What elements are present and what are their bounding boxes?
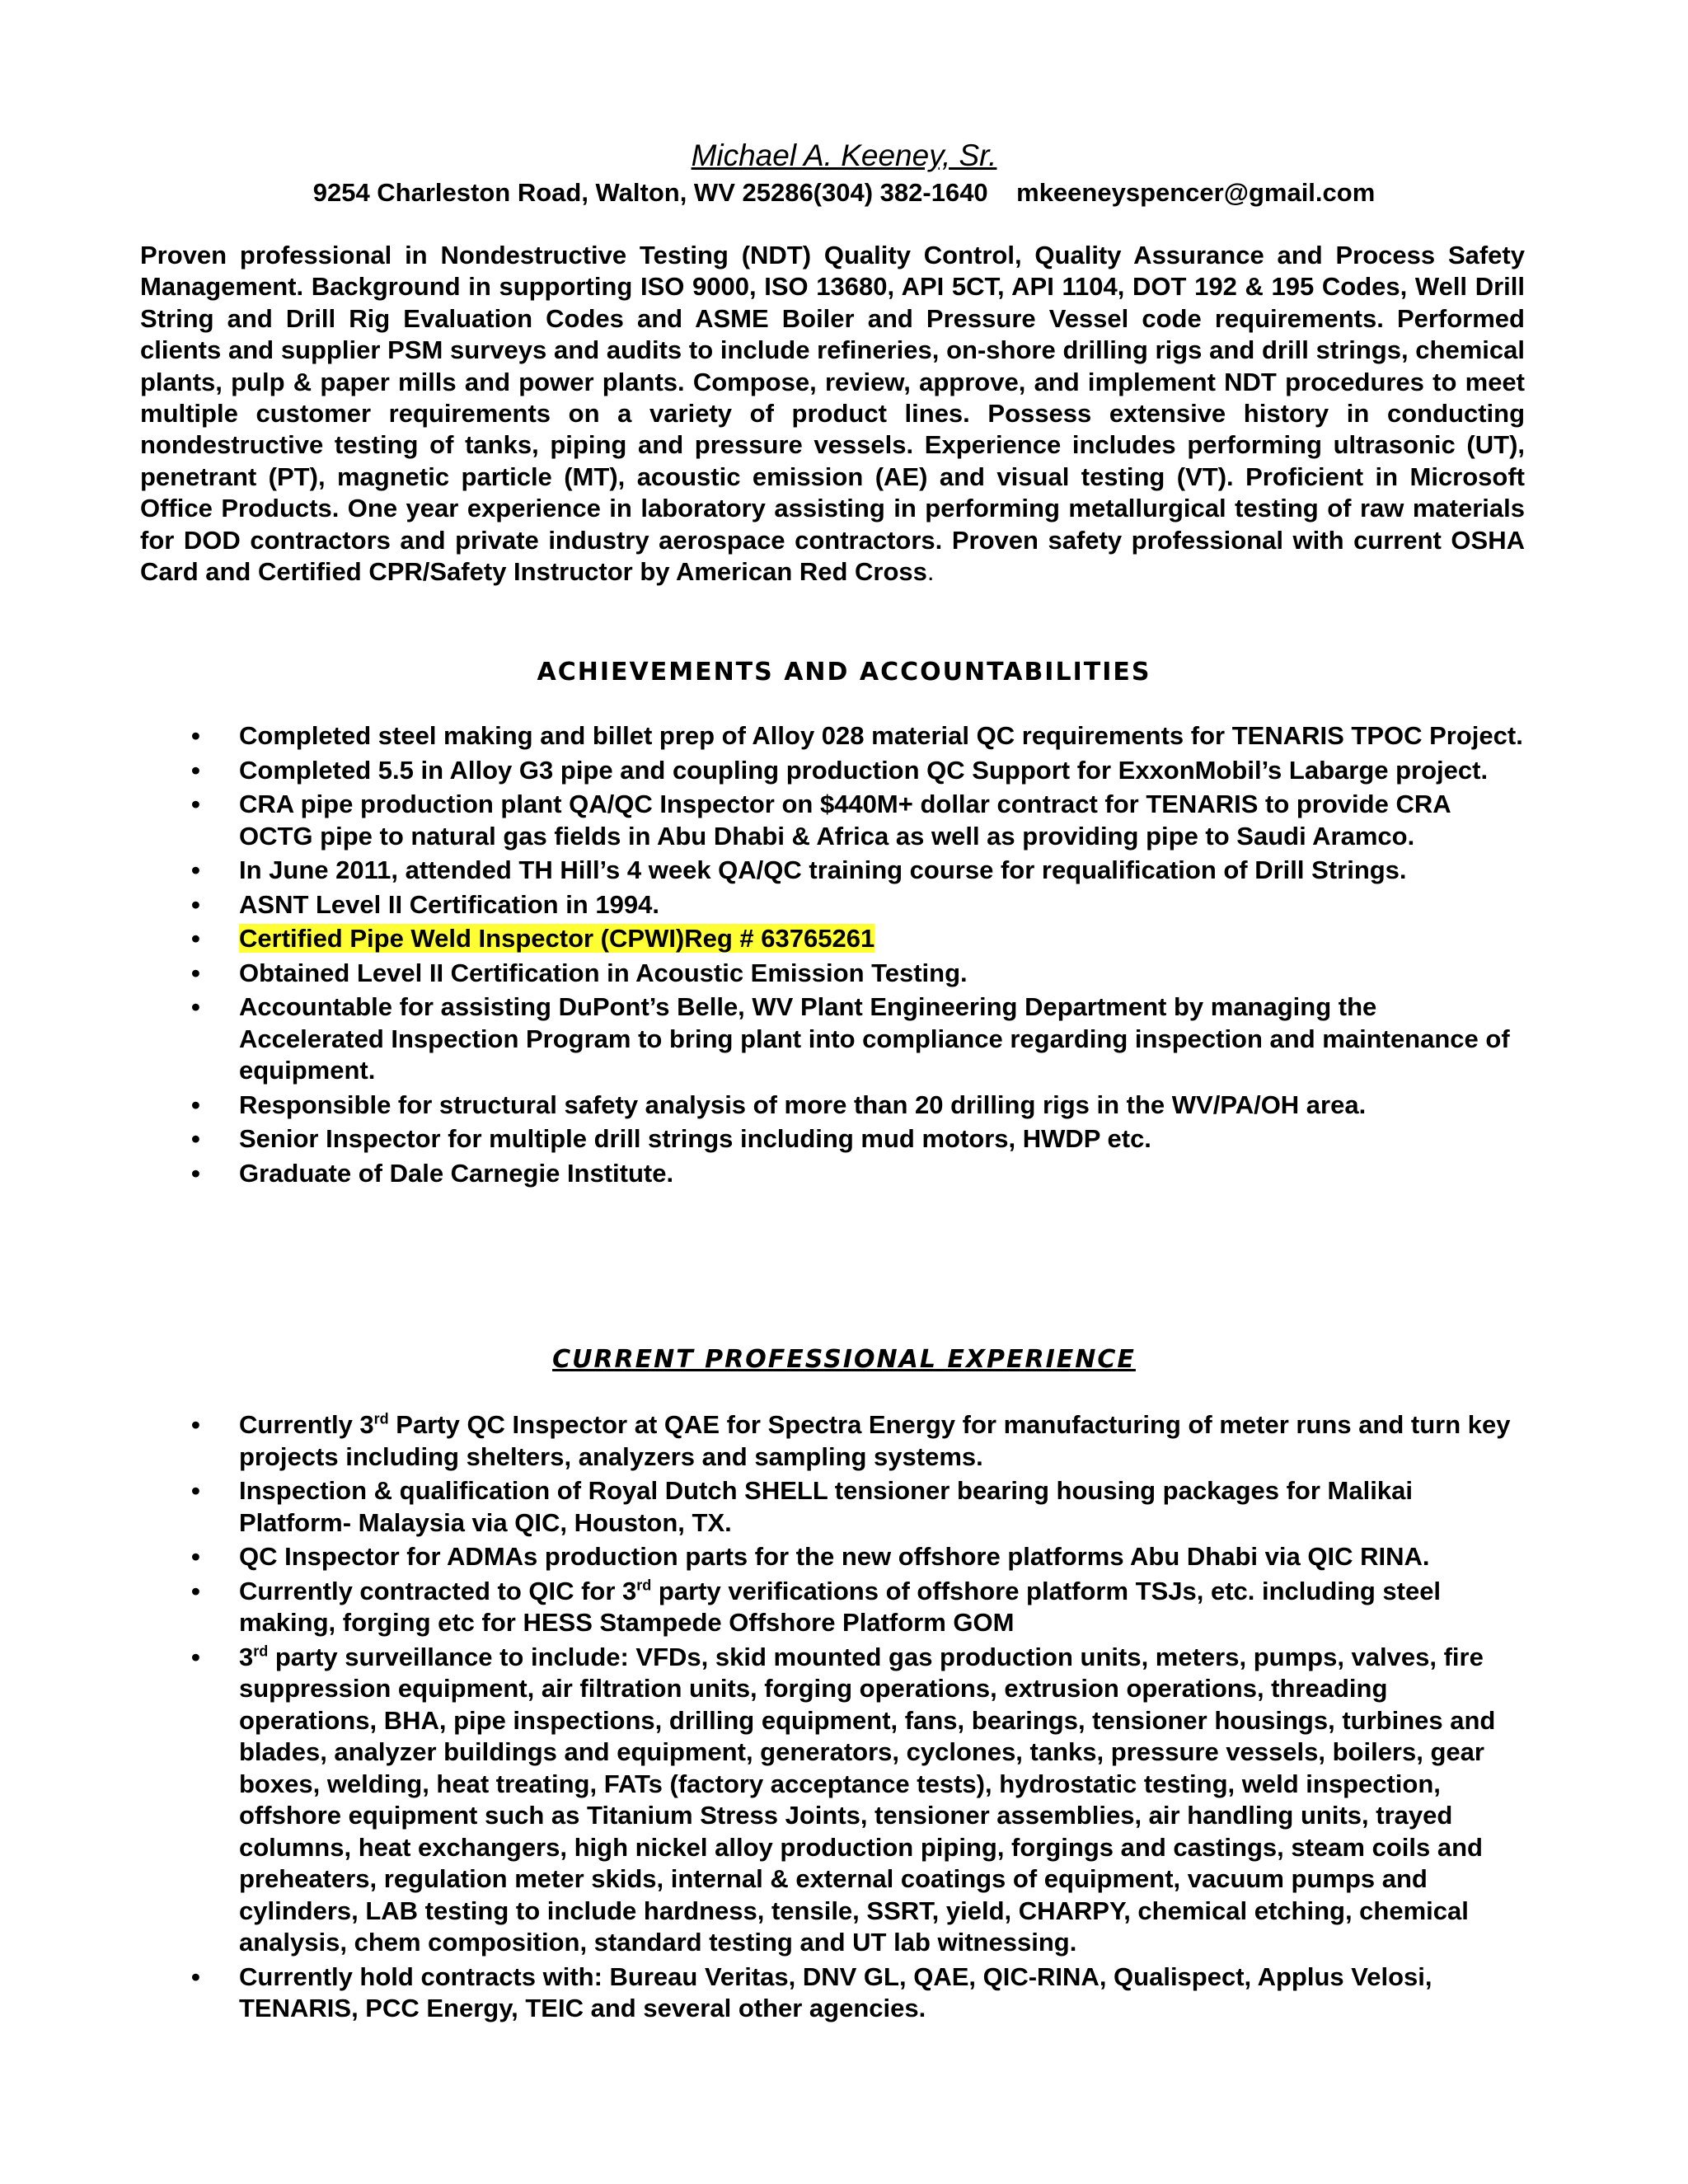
ordinal-suffix: rd	[253, 1643, 269, 1660]
achievement-text: In June 2011, attended TH Hill’s 4 week QA/QC training course for requalification of Drill Strings.	[239, 855, 1407, 884]
bullet-icon: •	[191, 790, 200, 818]
bullet-icon: •	[191, 1961, 200, 1991]
experience-text-end: party verifications of offshore platform TSJs, etc. including steel making, forging etc for HESS Stampede Offshore Platform GOM	[239, 1576, 1442, 1637]
bullet-icon: •	[191, 958, 200, 987]
bullet-icon: •	[191, 924, 200, 953]
list-item	[0, 1642, 1525, 1959]
achievement-text: Completed 5.5 in Alloy G3 pipe and coupling production QC Support for ExxonMobil’s Labarge project.	[239, 755, 1489, 785]
list-item	[0, 991, 1525, 1087]
achievement-text: CRA pipe production plant QA/QC Inspector on $440M+ dollar contract for TENARIS to provide CRA OCTG pipe to natural gas fields in Abu Dhabi & Africa as well as providing pipe to Saudi Aramco.	[239, 790, 1451, 851]
achievement-text: ASNT Level II Certification in 1994.	[239, 889, 659, 919]
list-item	[0, 1158, 1525, 1190]
bullet-icon: •	[191, 1542, 200, 1571]
list-item	[0, 1123, 1525, 1155]
summary-text: Proven professional in Nondestructive Testing (NDT) Quality Control, Quality Assurance and Process Safety Management. Background in supporting ISO 9000, ISO 13680, API 5CT, API 1104, DOT 192 & 195 Codes, Well Drill String and Drill Rig Evaluation Codes and ASME Boiler and Pressure Vessel code requirements. Performed clients and supplier PSM surveys and audits to include refineries, on-shore drilling rigs and drill strings, chemical plants, pulp & paper mills and power plants. Compose, review, approve, and implement NDT procedures to meet multiple customer requirements on a variety of product lines. Possess extensive history in conducting nondestructive testing of tanks, piping and pressure vessels. Experience includes performing ultrasonic (UT), penetrant (PT), magnetic particle (MT), acoustic emission (AE) and visual testing (VT). Proficient in Microsoft Office Products. One year experience in laboratory assisting in performing metallurgical testing of raw materials for DOD contractors and private industry aerospace contractors. Proven safety professional with current OSHA Card and Certified CPR/Safety Instructor by American Red Cross	[140, 241, 1525, 587]
candidate-name: Michael A. Keeney, Sr.	[691, 138, 997, 172]
achievement-text: Obtained Level II Certification in Acoustic Emission Testing.	[239, 958, 968, 987]
bullet-icon: •	[191, 1410, 200, 1439]
experience-text-start: QC Inspector for ADMAs production parts for the new offshore platforms Abu Dhabi via QIC RINA.	[239, 1542, 1430, 1571]
bullet-icon: •	[191, 1476, 200, 1505]
list-item	[0, 1475, 1525, 1539]
experience-text-start: Currently 3	[239, 1410, 374, 1439]
experience-text-end: party surveillance to include: VFDs, skid mounted gas production units, meters, pumps, valves, fire suppression equipment, air filtration units, forging operations, extrusion operations, threading operations, BHA, pipe inspections, drilling equipment, fans, bearings, tensioner housings, turbines and blades, analyzer buildings and equipment, generators, cyclones, tanks, pressure vessels, boilers, gear boxes, welding, heat treating, FATs (factory acceptance tests), hydrostatic testing, weld inspection, offshore equipment such as Titanium Stress Joints, tensioner assemblies, air handling units, trayed columns, heat exchangers, high nickel alloy production piping, forgings and castings, steam coils and preheaters, regulation meter skids, internal & external coatings of equipment, vacuum pumps and cylinders, LAB testing to include hardness, tensile, SSRT, yield, CHARPY, chemical etching, chemical analysis, chem composition, standard testing and UT lab witnessing.	[239, 1642, 1496, 1957]
experience-text-start: Currently contracted to QIC for 3	[239, 1576, 637, 1605]
achievements-list	[0, 720, 1525, 1192]
experience-text-end: Party QC Inspector at QAE for Spectra Energy for manufacturing of meter runs and turn key projects including shelters, analyzers and sampling systems.	[239, 1410, 1511, 1471]
list-item	[0, 1090, 1525, 1122]
bullet-icon: •	[191, 1158, 200, 1188]
list-item	[0, 1541, 1525, 1573]
list-item	[0, 720, 1525, 752]
list-item	[0, 755, 1525, 787]
highlighted-achievement-text: Certified Pipe Weld Inspector (CPWI)Reg # 63765261	[239, 924, 875, 953]
list-item	[0, 789, 1525, 852]
contact-line: 9254 Charleston Road, Walton, WV 25286(304) 382-1640 mkeeneyspencer@gmail.com	[312, 178, 1376, 207]
experience-text-start: Inspection & qualification of Royal Dutch SHELL tensioner bearing housing packages for Malikai Platform- Malaysia via QIC, Houston, TX.	[239, 1476, 1413, 1537]
bullet-icon: •	[191, 1090, 200, 1119]
summary-tail: .	[926, 557, 935, 587]
bullet-icon: •	[191, 1642, 200, 1671]
list-item	[0, 1409, 1525, 1473]
bullet-icon: •	[191, 721, 200, 750]
achievement-text: Completed steel making and billet prep of Alloy 028 material QC requirements for TENARIS TPOC Project.	[239, 721, 1523, 750]
list-item	[0, 923, 1525, 955]
list-item	[0, 958, 1525, 990]
bullet-icon: •	[191, 755, 200, 785]
list-item	[0, 1576, 1525, 1639]
ordinal-suffix: rd	[636, 1577, 652, 1594]
professional-summary	[140, 240, 1525, 588]
experience-heading: CURRENT PROFESSIONAL EXPERIENCE	[552, 1345, 1136, 1374]
bullet-icon: •	[191, 992, 200, 1021]
achievements-heading: ACHIEVEMENTS AND ACCOUNTABILITIES	[537, 658, 1151, 687]
experience-text-start: 3	[239, 1642, 254, 1671]
achievement-text: Accountable for assisting DuPont’s Belle, WV Plant Engineering Department by managing the Accelerated Inspection Program to bring plant into compliance regarding inspection and maintenance of equipment.	[239, 992, 1510, 1085]
experience-list	[0, 1409, 1525, 2027]
list-item	[0, 889, 1525, 921]
list-item	[0, 1961, 1525, 2025]
list-item	[0, 855, 1525, 887]
achievement-text: Graduate of Dale Carnegie Institute.	[239, 1158, 674, 1188]
bullet-icon: •	[191, 855, 200, 884]
ordinal-suffix: rd	[373, 1410, 389, 1427]
bullet-icon: •	[191, 1124, 200, 1153]
bullet-icon: •	[191, 1576, 200, 1605]
bullet-icon: •	[191, 889, 200, 919]
achievement-text: Responsible for structural safety analysis of more than 20 drilling rigs in the WV/PA/OH area.	[239, 1090, 1367, 1119]
experience-text-start: Currently hold contracts with: Bureau Veritas, DNV GL, QAE, QIC-RINA, Qualispect, Applus Velosi, TENARIS, PCC Energy, TEIC and several other agencies.	[239, 1961, 1432, 2022]
achievement-text: Senior Inspector for multiple drill strings including mud motors, HWDP etc.	[239, 1124, 1151, 1153]
